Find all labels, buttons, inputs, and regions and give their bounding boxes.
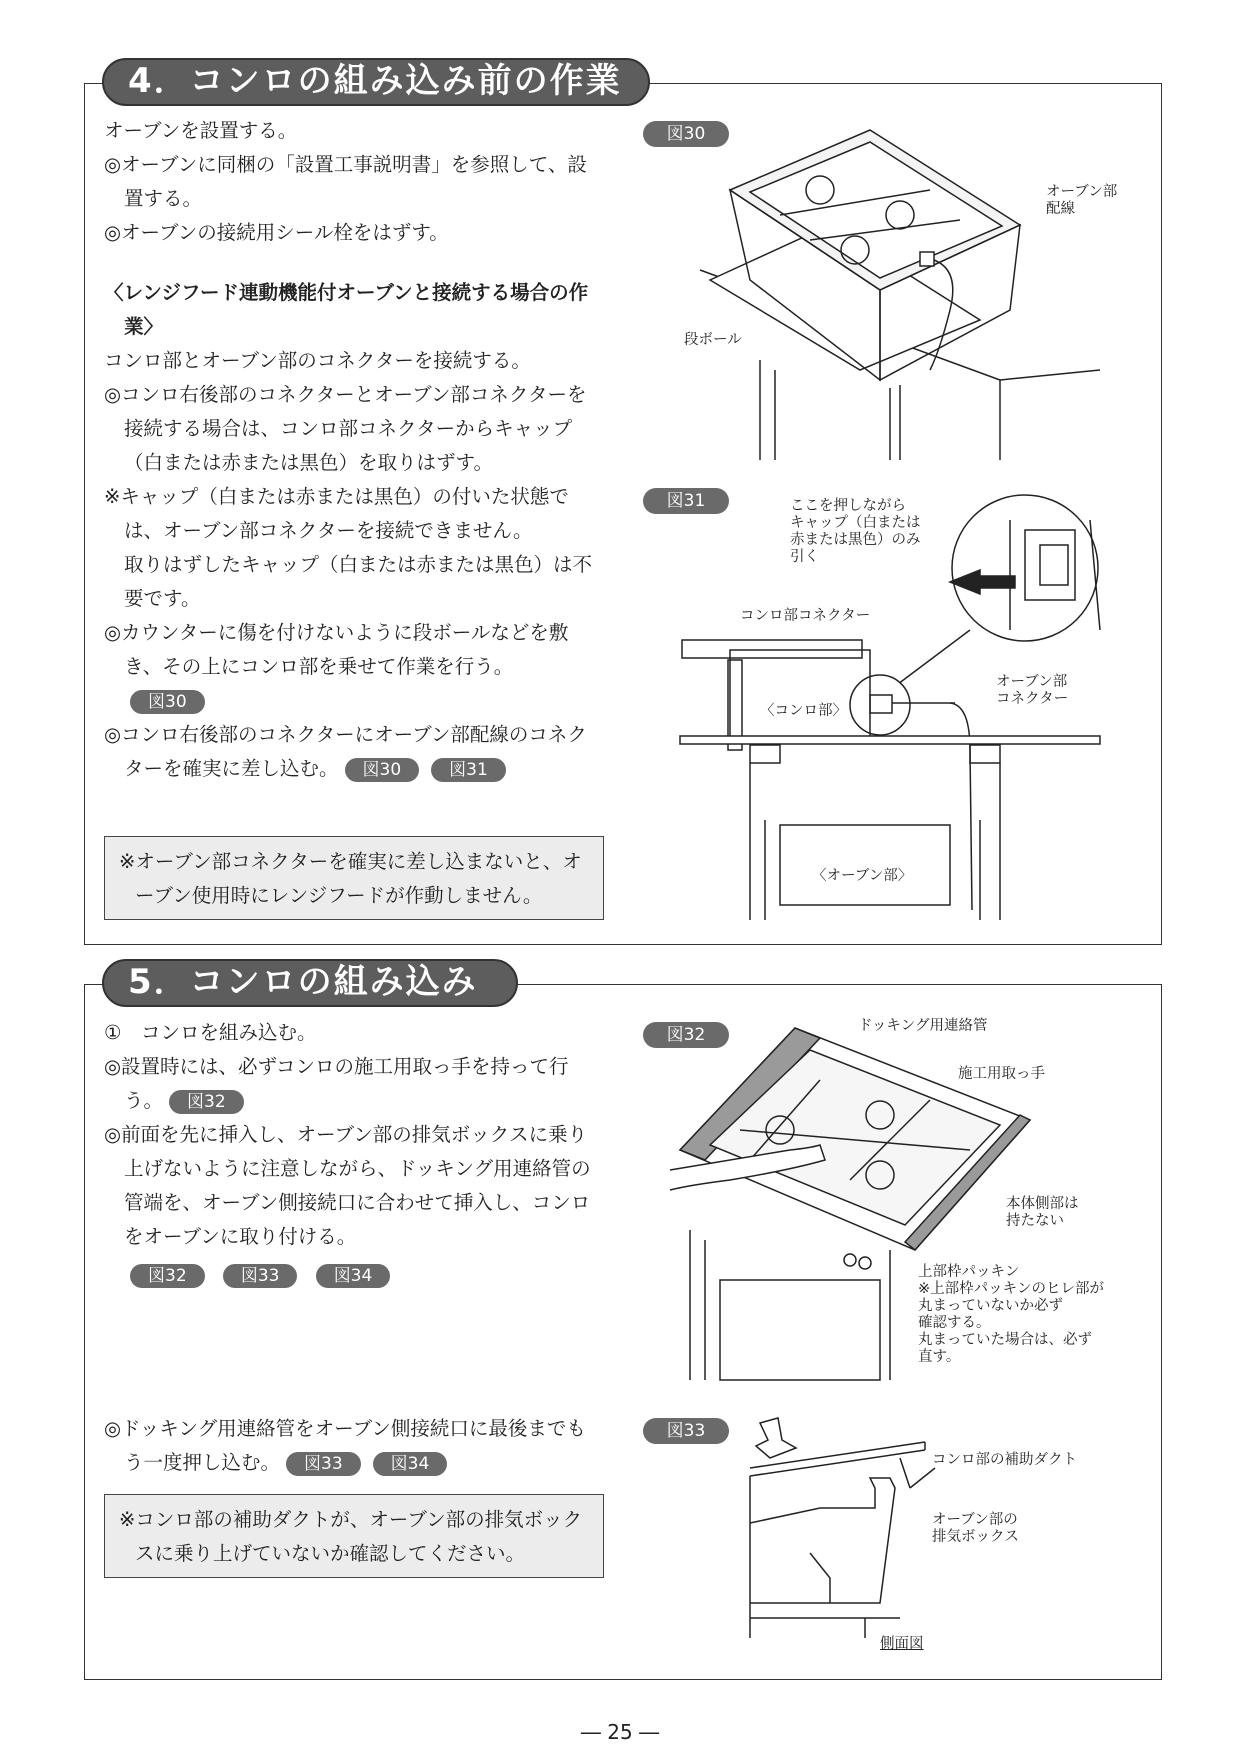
text-line: ◎コンロ右後部のコネクターとオーブン部コネクターを接続する場合は、コンロ部コネクターからキャップ（白または赤または黒色）を取りはずす。 (104, 383, 587, 474)
text-line: 取りはずしたキャップ（白または赤または黒色）は不要です。 (124, 553, 593, 610)
fig-ref-badge[interactable]: 図32 (130, 1264, 205, 1288)
fig32-badge: 図32 (643, 1022, 729, 1048)
fig30-illustration (680, 120, 1120, 460)
fig31-label-oven-connector: オーブン部 コネクター (996, 674, 1069, 707)
section5-text (104, 1016, 604, 1292)
section5-title: 5．コンロの組み込み (102, 959, 518, 1007)
text-line: ◎ドッキング用連絡管をオーブン側接続口に最後までもう一度押し込む。 図33 図34 (104, 1417, 586, 1474)
fig-ref-badge[interactable]: 図34 (316, 1264, 391, 1288)
fig-ref-badge[interactable]: 図31 (431, 758, 506, 782)
fig33-badge: 図33 (643, 1418, 729, 1444)
fig31-badge: 図31 (643, 488, 729, 514)
text-line: ◎オーブンの接続用シール栓をはずす。 (104, 221, 449, 244)
text-line: コンロ部とオーブン部のコネクターを接続する。 (104, 349, 531, 372)
fig33-label-duct: コンロ部の補助ダクト (932, 1452, 1077, 1468)
fig-ref-badge[interactable]: 図30 (130, 690, 205, 714)
fig32-label-handle: 施工用取っ手 (958, 1066, 1045, 1082)
fig33-label-side-view: 側面図 (880, 1636, 924, 1652)
text-line: ※キャップ（白または赤または黒色）の付いた状態では、オーブン部コネクターを接続できません。 (104, 485, 569, 542)
text-line: ◎設置時には、必ずコンロの施工用取っ手を持って行う。 図32 (104, 1055, 569, 1112)
fig33-label-exhaust: オーブン部の 排気ボックス (932, 1512, 1019, 1545)
fig30-label-cardboard: 段ボール (684, 332, 742, 348)
text-line: ◎コンロ右後部のコネクターにオーブン部配線のコネクターを確実に差し込む。 図30 図31 (104, 723, 587, 780)
text-line: ◎前面を先に挿入し、オーブン部の排気ボックスに乗り上げないように注意しながら、ドッキング用連絡管の管端を、オーブン側接続口に合わせて挿入し、コンロをオーブンに取り付ける。 (104, 1123, 591, 1248)
fig31-label-press: ここを押しながら キャップ（白または 赤または黒色）のみ 引く (790, 498, 921, 565)
fig-ref-badge[interactable]: 図34 (373, 1452, 448, 1476)
text-line: ① コンロを組み込む。 (104, 1021, 317, 1044)
fig31-label-oven: 〈オーブン部〉 (812, 868, 913, 884)
fig32-label-docking: ドッキング用連絡管 (858, 1018, 988, 1034)
page-number: ― 25 ― (580, 1720, 660, 1744)
section5-note: ※コンロ部の補助ダクトが、オーブン部の排気ボックスに乗り上げていないか確認してください。 (104, 1494, 604, 1578)
fig-ref-row (104, 684, 604, 718)
text-line: ◎カウンターに傷を付けないように段ボールなどを敷き、その上にコンロ部を乗せて作業を行う。 (104, 621, 569, 678)
fig32-label-side: 本体側部は 持たない (1006, 1196, 1079, 1229)
fig30-label-oven-wiring: オーブン部 配線 (1046, 184, 1118, 217)
fig-ref-badge[interactable]: 図30 (345, 758, 420, 782)
fig-ref-badge[interactable]: 図32 (169, 1090, 244, 1114)
section5-text-2 (104, 1412, 604, 1480)
fig-ref-badge[interactable]: 図33 (223, 1264, 298, 1288)
fig32-label-packing: 上部枠パッキン ※上部枠パッキンのヒレ部が 丸まっていないか必ず 確認する。 丸まっていた場合は、必ず 直す。 (918, 1264, 1105, 1365)
fig31-label-stove: 〈コンロ部〉 (760, 703, 847, 719)
fig31-label-stove-connector: コンロ部コネクター (740, 608, 871, 624)
fig-ref-badge[interactable]: 図33 (286, 1452, 361, 1476)
text-line: ◎オーブンに同梱の「設置工事説明書」を参照して、設置する。 (104, 153, 587, 210)
fig-ref-row (104, 1258, 604, 1292)
fig30-badge: 図30 (643, 121, 729, 147)
section4-text (104, 114, 604, 786)
section4-title: 4．コンロの組み込み前の作業 (102, 58, 650, 106)
section4-note: ※オーブン部コネクターを確実に差し込まないと、オーブン使用時にレンジフードが作動しません。 (104, 836, 604, 920)
text-line: オーブンを設置する。 (104, 119, 298, 142)
subheading: 〈レンジフード連動機能付オーブンと接続する場合の作業〉 (104, 281, 589, 338)
